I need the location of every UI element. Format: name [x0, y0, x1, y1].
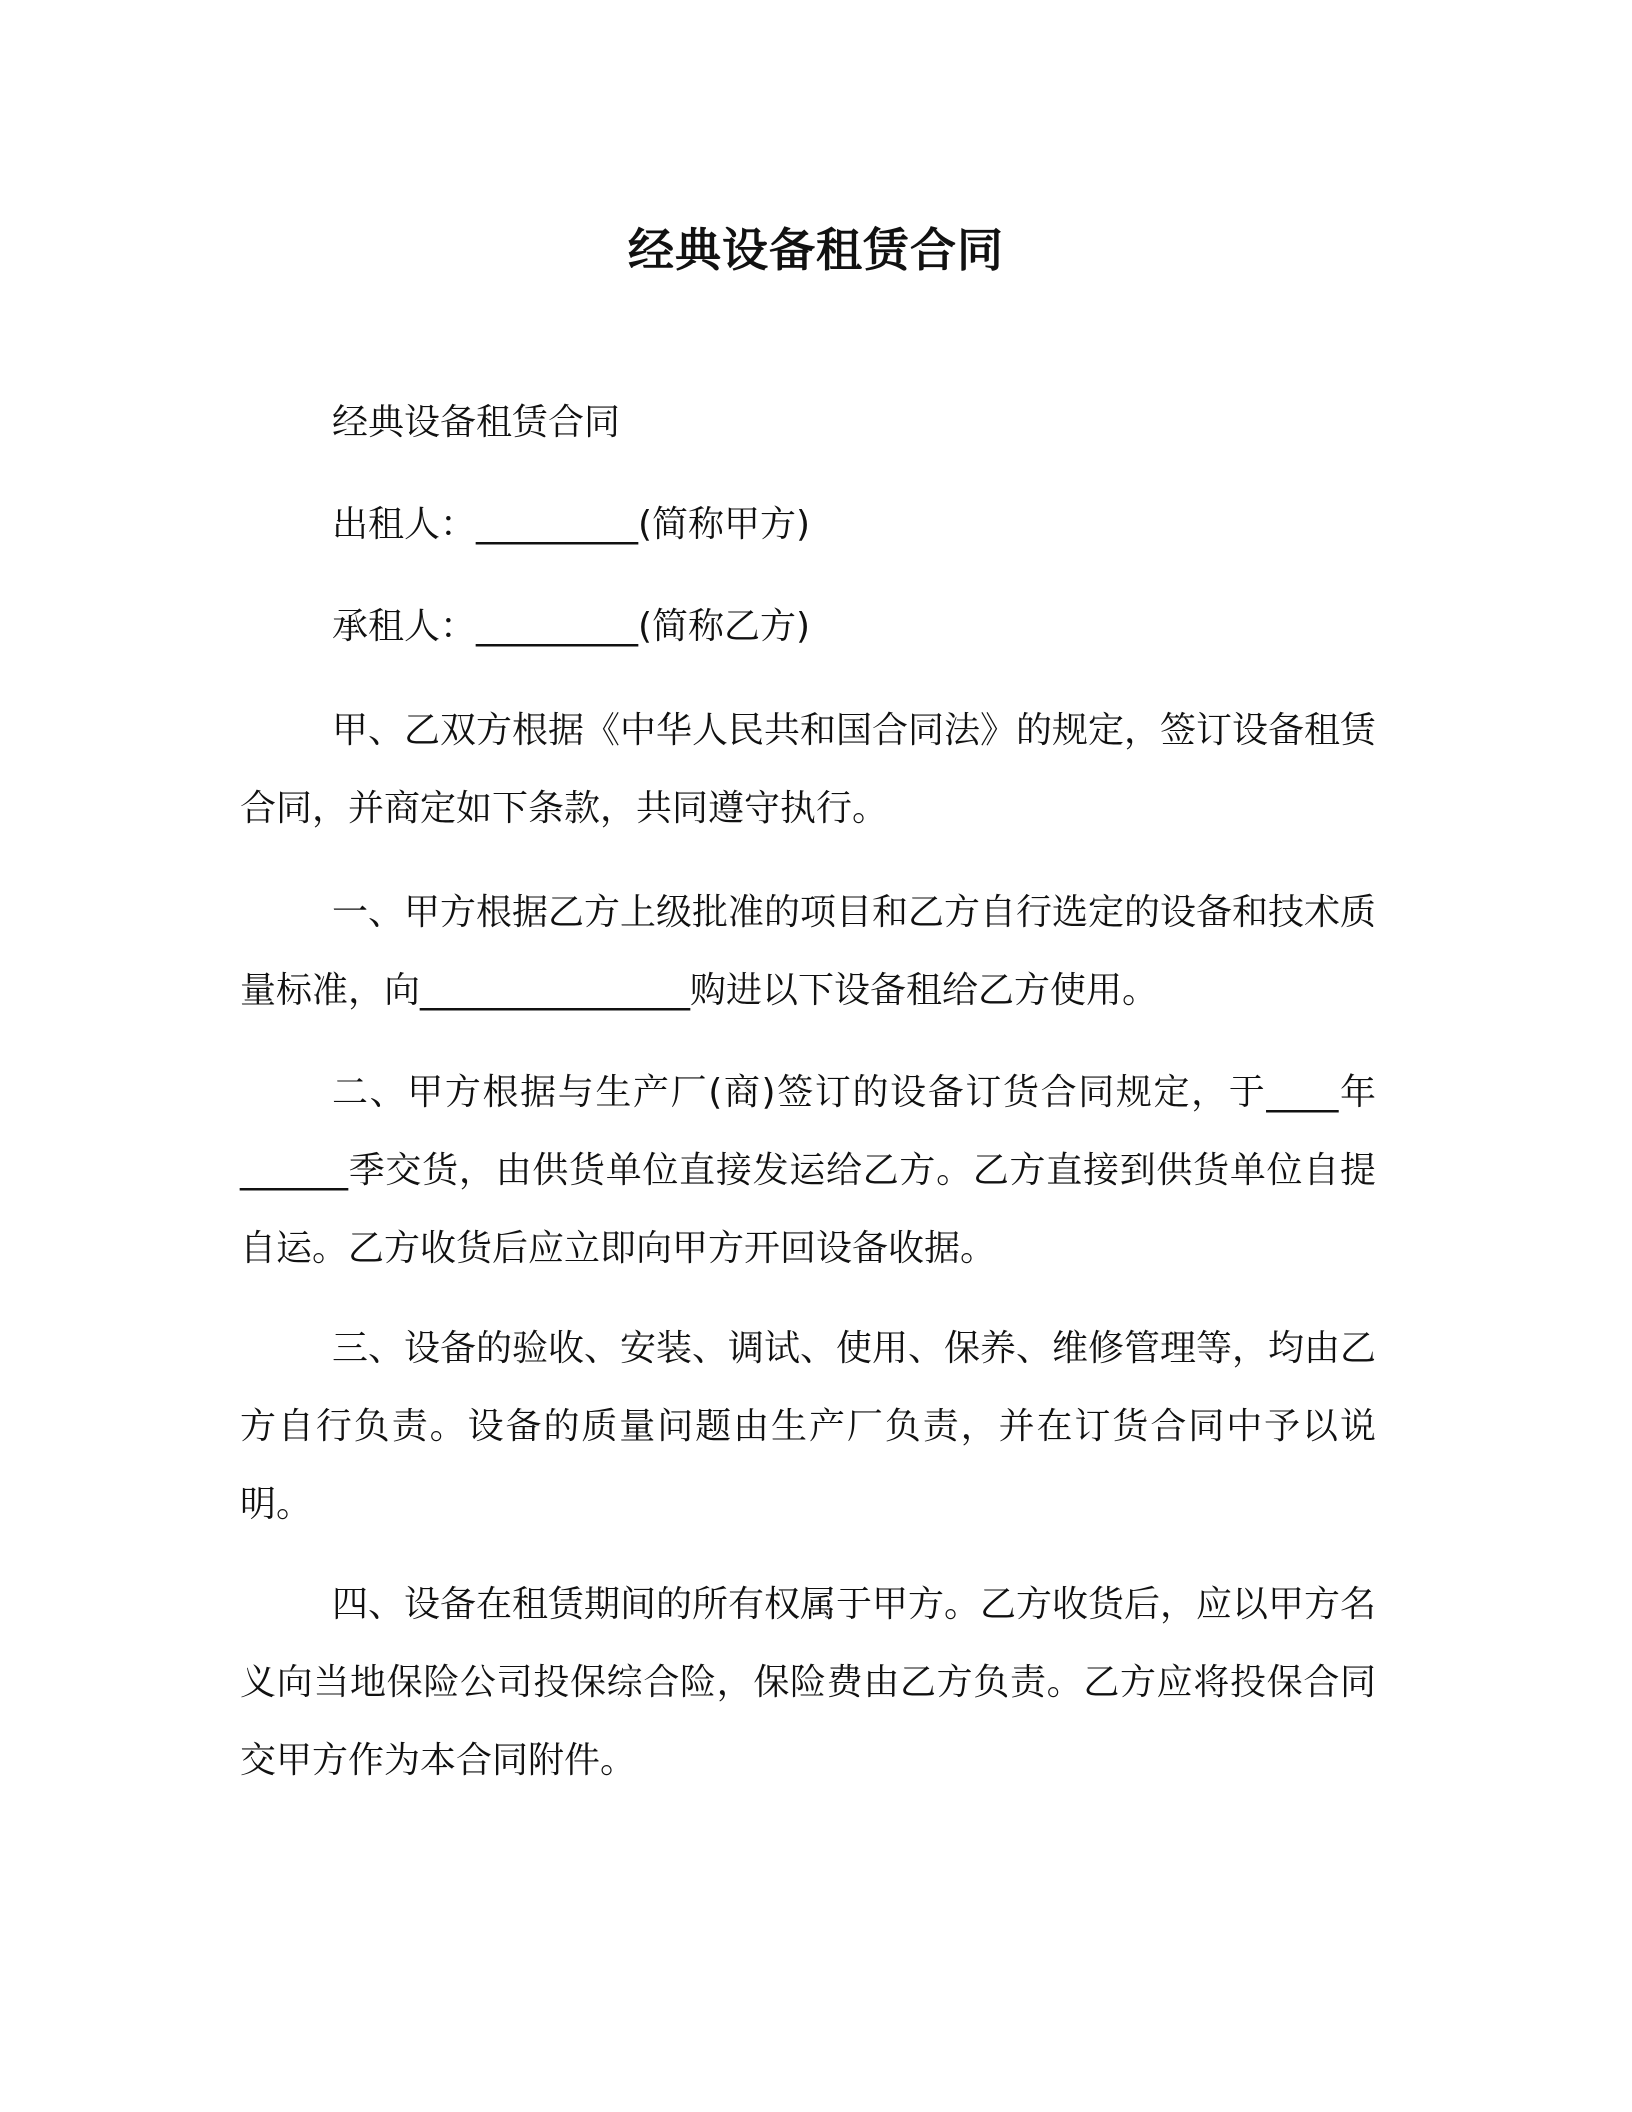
lessee-line: 承租人：_________(简称乙方): [332, 606, 811, 647]
paragraph-clause-3: 三、设备的验收、安装、调试、使用、保养、维修管理等，均由乙方自行负责。设备的质量问题由生产厂负责，并在订货合同中予以说明。: [240, 1328, 1377, 1525]
paragraph-clause-4: 四、设备在租赁期间的所有权属于甲方。乙方收货后，应以甲方名义向当地保险公司投保综合险，保险费由乙方负责。乙方应将投保合同交甲方作为本合同附件。: [240, 1584, 1377, 1781]
lessor-line: 出租人：_________(简称甲方): [332, 504, 811, 545]
document-subtitle: 经典设备租赁合同: [332, 402, 621, 443]
paragraph-preamble: 甲、乙双方根据《中华人民共和国合同法》的规定，签订设备租赁合同，并商定如下条款，共同遵守执行。: [240, 710, 1377, 829]
document-title: 经典设备租赁合同: [628, 223, 1004, 277]
paragraph-clause-2: 二、甲方根据与生产厂(商)签订的设备订货合同规定，于____年______季交货，由供货单位直接发运给乙方。乙方直接到供货单位自提自运。乙方收货后应立即向甲方开回设备收据。: [240, 1072, 1376, 1269]
paragraph-clause-1: 一、甲方根据乙方上级批准的项目和乙方自行选定的设备和技术质量标准，向_______________购进以下设备租给乙方使用。: [240, 892, 1377, 1011]
